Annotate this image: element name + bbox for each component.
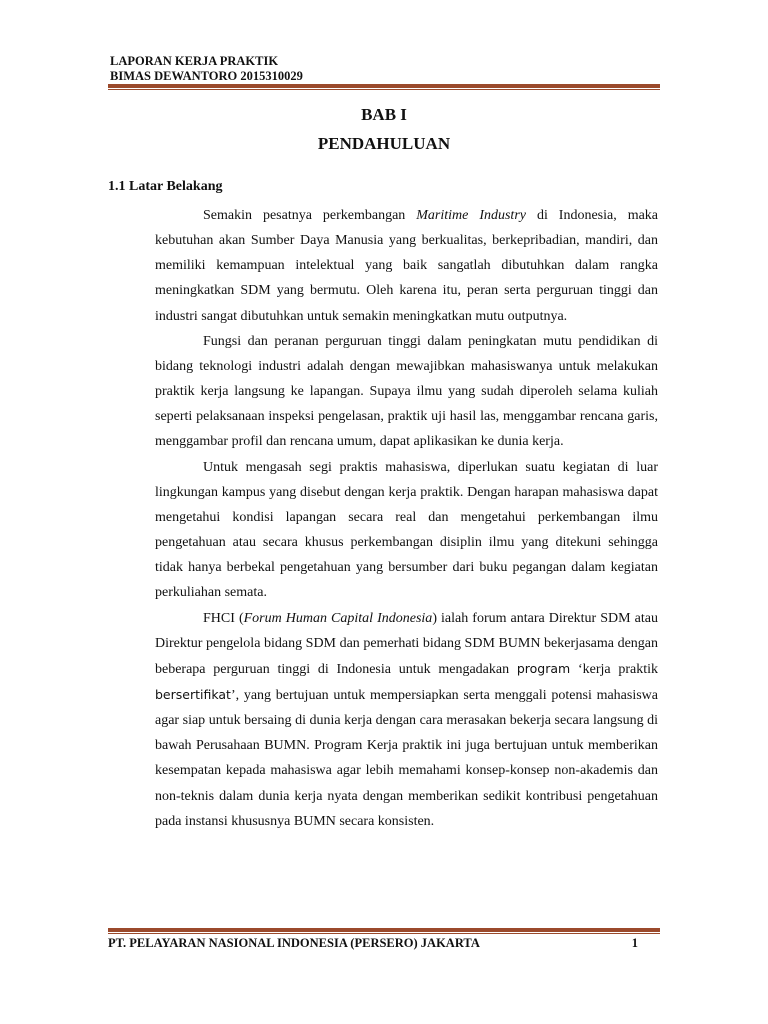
running-header <box>110 54 303 84</box>
author-line: BIMAS DEWANTORO 2015310029 <box>110 69 303 83</box>
paragraph-1: Semakin pesatnya perkembangan Maritime Industry di Indonesia, maka kebutuhan akan Sumber Daya Manusia yang berkualitas, berkepribadian, mandiri, dan memiliki kemampuan intelektual yang baik sangatlah dibutuhkan dalam rangka meningkatkan SDM yang bermutu. Oleh karena itu, peran serta perguruan tinggi dan industri sangat dibutuhkan untuk semakin meningkatkan mutu outputnya. <box>155 208 659 324</box>
paragraph-2: Fungsi dan peranan perguruan tinggi dalam peningkatan mutu pendidikan di bidang teknologi industri adalah dengan mewajibkan mahasiswanya untuk melakukan praktik kerja langsung ke lapangan. Supaya ilmu yang sudah diperoleh selama kuliah seperti pelaksanaan inspeksi pengelasan, praktik uji hasil las, menggambar rencana garis, menggambar profil dan rencana umum, dapat aplikasikan ke dunia kerja. <box>155 333 658 450</box>
paragraph-4: FHCI (Forum Human Capital Indonesia) ialah forum antara Direktur SDM atau Direktur pengelola bidang SDM dan pemerhati bidang SDM BUMN bekerjasama dengan beberapa perguruan tinggi di Indonesia untuk mengadakan program ‘kerja praktik bersertifikat’, yang bertujuan untuk mempersiapkan serta menggali potensi mahasiswa agar siap untuk bersaing di dunia kerja dengan cara merasakan bekerja secara langsung di bawah Perusahaan BUMN. Program Kerja praktik ini juga bertujuan untuk memberikan kesempatan kepada mahasiswa agar lebih memahami konsep-konsep non-akademis dan non-teknis dalam dunia kerja nyata dengan memberikan sedikit kontribusi pengetahuan pada instansi khususnya BUMN secara konsisten. <box>155 610 659 829</box>
footer-rule <box>108 928 660 932</box>
section-heading: 1.1 Latar Belakang <box>108 179 223 194</box>
paragraph-3: Untuk mengasah segi praktis mahasiswa, diperlukan suatu kegiatan di luar lingkungan kampus yang disebut dengan kerja praktik. Dengan harapan mahasiswa dapat mengetahui kondisi lapangan secara real dan mengetahui perkembangan ilmu pengetahuan atau secara khusus perkembangan disiplin ilmu yang ditekuni sehingga tidak hanya berbekal pengetahuan yang bersumber dari buku pegangan dalam kegiatan perkuliahan semata. <box>155 459 658 601</box>
header-rule-thin <box>108 89 660 90</box>
footer-company: PT. PELAYARAN NASIONAL INDONESIA (PERSERO) JAKARTA <box>108 936 480 950</box>
page-number: 1 <box>631 936 638 950</box>
running-footer <box>108 936 660 951</box>
chapter-number: BAB I <box>361 105 407 124</box>
report-title: LAPORAN KERJA PRAKTIK <box>110 54 279 68</box>
body-text <box>155 203 658 834</box>
footer-rule-thin <box>108 933 660 934</box>
header-rule <box>108 84 660 88</box>
chapter-title: PENDAHULUAN <box>317 134 451 153</box>
